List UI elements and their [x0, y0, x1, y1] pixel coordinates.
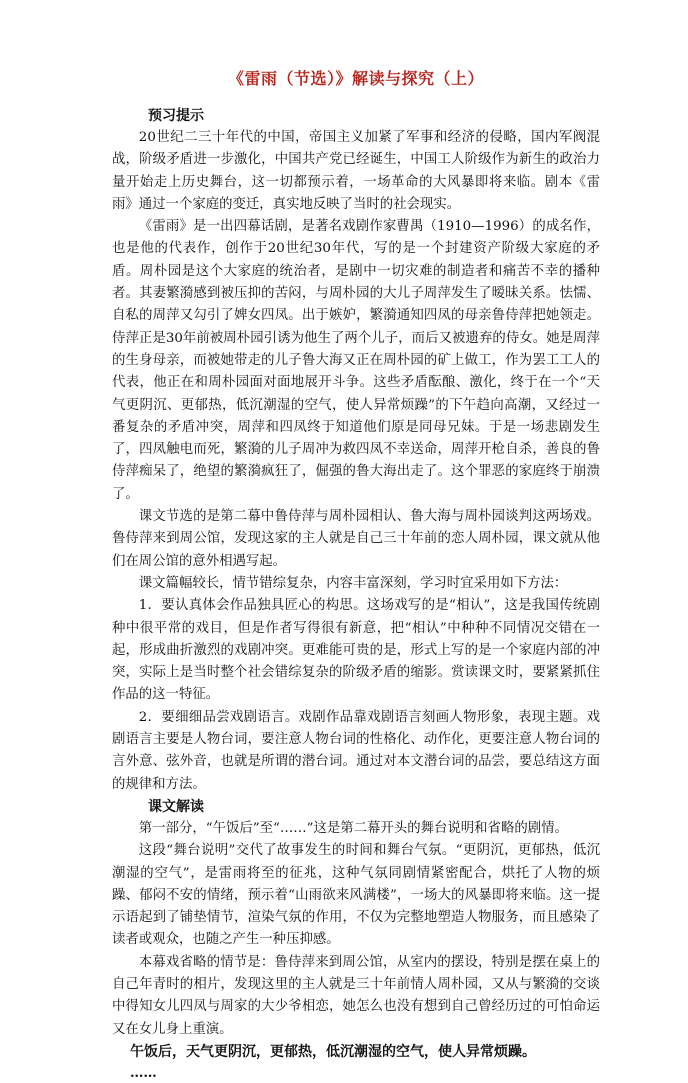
paragraph: 本幕戏省略的情节是：鲁侍萍来到周公馆，从室内的摆设，特别是摆在桌上的自己年青时的相片，发现这里的主人就是三十年前情人周朴园，又从与繁漪的交谈中得知女儿四凤与周家的大少爷相恋，她怎么也没有想到自己曾经历过的可怕命运又在女儿身上重演。 [112, 954, 600, 1037]
paragraph: 课文篇幅较长，情节错综复杂，内容丰富深刻，学习时宜采用如下方法： [138, 575, 568, 591]
paragraph: 2．要细细品尝戏剧语言。戏剧作品靠戏剧语言刻画人物形象，表现主题。戏剧语言主要是人物台词，要注意人物台词的性格化、动作化，更要注意人物台词的言外意、弦外音，也就是所谓的潜台词。通过对本文潜台词的品尝，要总结这方面的规律和方法。 [112, 709, 600, 792]
paragraph: 《雷雨》是一出四幕话剧，是著名戏剧作家曹禺（1910—1996）的成名作，也是他的代表作，创作于20世纪30年代，写的是一个封建资产阶级大家庭的矛盾。周朴园是这个大家庭的统治者，是剧中一切灾难的制造者和痛苦不幸的播种者。其妻繁漪感到被压抑的苦闷，与周朴园的大儿子周萍发生了暧昧关系。怯懦、自私的周萍又勾引了婢女四凤。出于嫉妒，繁漪通知四凤的母亲鲁侍萍把她领走。侍萍正是30年前被周朴园引诱为他生了两个儿子，而后又被遗弃的侍女。她是周萍的生身母亲，而被她带走的儿子鲁大海又正在周朴园的矿上做工，作为罢工工人的代表，他正在和周朴园面对面地展开斗争。这些矛盾酝酿、激化，终于在一个“天气更阴沉、更郁热，低沉潮湿的空气，使人异常烦躁”的下午趋向高潮，又经过一番复杂的矛盾冲突，周萍和四凤终于知道他们原是同母兄妹。于是一场悲剧发生了，四凤触电而死，繁漪的儿子周冲为救四凤不幸送命，周萍开枪自杀，善良的鲁侍萍痴呆了，绝望的繁漪疯狂了，倔强的鲁大海出走了。这个罪恶的家庭终于崩溃了。 [112, 219, 600, 502]
section-heading-interpretation: 课文解读 [148, 798, 204, 815]
paragraph: 20世纪二三十年代的中国，帝国主义加紧了军事和经济的侵略，国内军阀混战，阶级矛盾进一步激化，中国共产党已经诞生，中国工人阶级作为新生的政治力量开始走上历史舞台，这一切都预示着，一场革命的大风暴即将来临。剧本《雷雨》通过一个家庭的变迁，真实地反映了当时的社会现实。 [112, 130, 600, 212]
section-heading-preview: 预习提示 [148, 108, 204, 124]
ellipsis: …… [130, 1065, 157, 1082]
paragraph: 这段“舞台说明”交代了故事发生的时间和舞台气氛。“更阴沉，更郁热，低沉潮湿的空气”，是雷雨将至的征兆，这种气氛同剧情紧密配合，烘托了人物的烦躁、郁闷不安的情绪，预示着“山雨欲来风满楼”，一场大的风暴即将来临。这一提示语起到了铺垫情节，渲染气氛的作用，不仅为完整地塑造人物服务，而且感染了读者或观众，也随之产生一种压抑感。 [112, 843, 600, 948]
paragraph: 1．要认真体会作品独具匠心的构思。这场戏写的是“相认”，这是我国传统剧种中很平常的戏目，但是作者写得很有新意，把“相认”中种种不同情况交错在一起，形成曲折激烈的戏剧冲突。更难能可贵的是，形式上写的是一个家庭内部的冲突，实际上是当时整个社会错综复杂的阶级矛盾的缩影。赏读课文时，要紧紧抓住作品的这一特征。 [112, 598, 600, 703]
paragraph: 第一部分，“午饭后”至“……”这是第二幕开头的舞台说明和省略的剧情。 [138, 820, 568, 836]
document-title: 《雷雨（节选）》解读与探究（上） [227, 69, 484, 88]
paragraph: 课文节选的是第二幕中鲁侍萍与周朴园相认、鲁大海与周朴园谈判这两场戏。鲁侍萍来到周公馆，发现这家的主人就是自己三十年前的恋人周朴园，课文就从他们在周公馆的意外相遇写起。 [112, 509, 600, 569]
stage-direction-quote: 午饭后，天气更阴沉，更郁热，低沉潮湿的空气，使人异常烦躁。 [130, 1043, 536, 1060]
